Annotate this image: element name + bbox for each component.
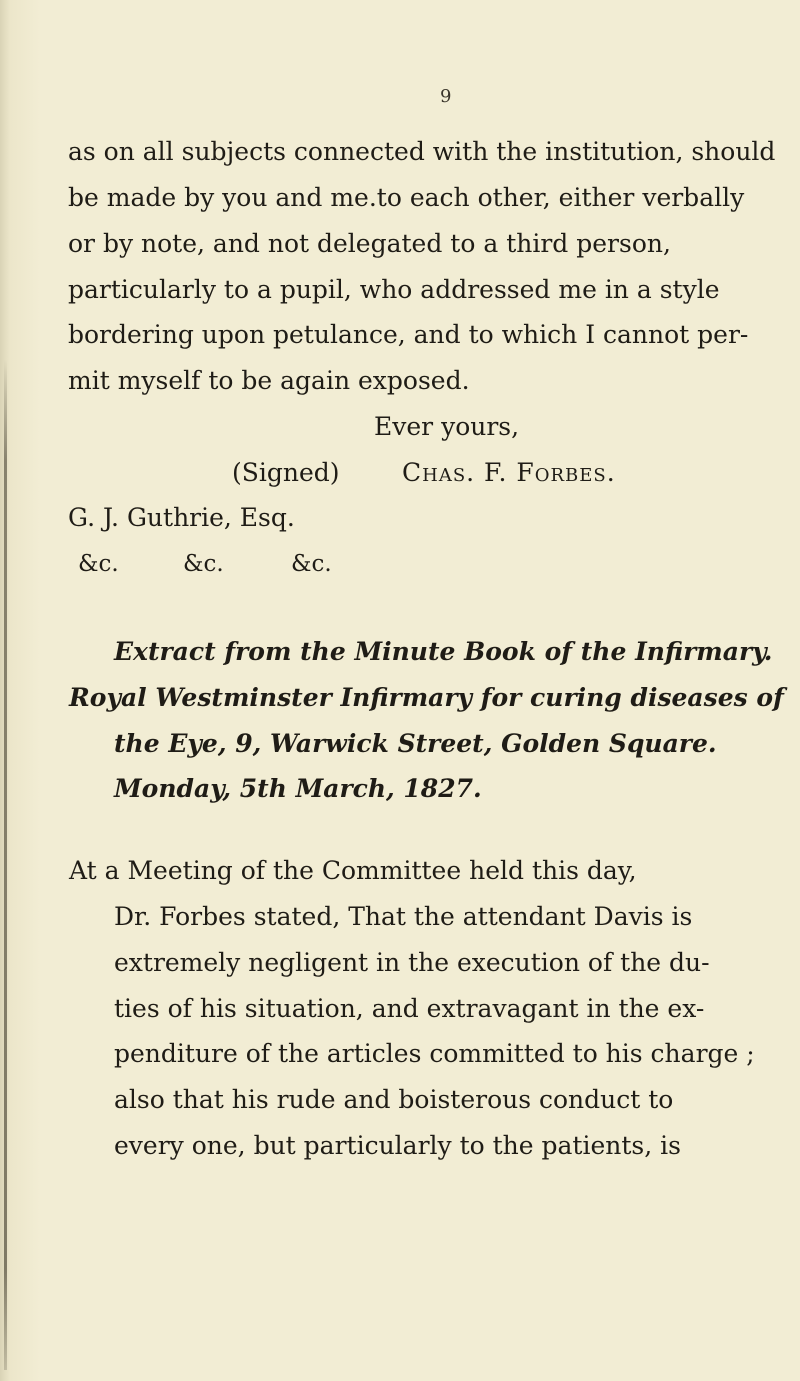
minute-line-2: Dr. Forbes stated, That the attendant Davis is — [114, 902, 693, 931]
infirmary-header-line-2: the Eye, 9, Warwick Street, Golden Square. — [114, 729, 717, 758]
letter-line-1: as on all subjects connected with the institution, should — [68, 137, 776, 166]
minute-line-4: ties of his situation, and extravagant in the ex- — [114, 994, 705, 1023]
page-number: 9 — [440, 86, 452, 107]
letter-line-5: bordering upon petulance, and to which I cannot per- — [68, 320, 749, 349]
minute-line-7: every one, but particularly to the patients, is — [114, 1131, 681, 1160]
addressee: G. J. Guthrie, Esq. — [68, 503, 295, 532]
signature: Chas. F. Forbes. — [402, 458, 616, 487]
minute-line-1: At a Meeting of the Committee held this day, — [69, 856, 637, 885]
minute-line-5: penditure of the articles committed to his charge ; — [114, 1039, 755, 1068]
minute-line-3: extremely negligent in the execution of the du- — [114, 948, 710, 977]
infirmary-header-date: Monday, 5th March, 1827. — [114, 774, 482, 803]
page-gutter-shadow — [4, 360, 7, 1370]
letter-line-2: be made by you and me.to each other, either verbally — [68, 183, 745, 212]
etc-1: &c. — [78, 551, 119, 577]
extract-heading: Extract from the Minute Book of the Infirmary. — [114, 637, 773, 666]
minute-line-6: also that his rude and boisterous conduct to — [114, 1085, 674, 1114]
letter-line-6: mit myself to be again exposed. — [68, 366, 470, 395]
etc-3: &c. — [291, 551, 332, 577]
letter-line-3: or by note, and not delegated to a third person, — [68, 229, 671, 258]
letter-closing: Ever yours, — [374, 412, 520, 441]
signed-label: (Signed) — [232, 458, 340, 487]
etc-2: &c. — [183, 551, 224, 577]
infirmary-header-line-1: Royal Westminster Infirmary for curing diseases of — [69, 683, 784, 712]
letter-line-4: particularly to a pupil, who addressed me in a style — [68, 275, 720, 304]
